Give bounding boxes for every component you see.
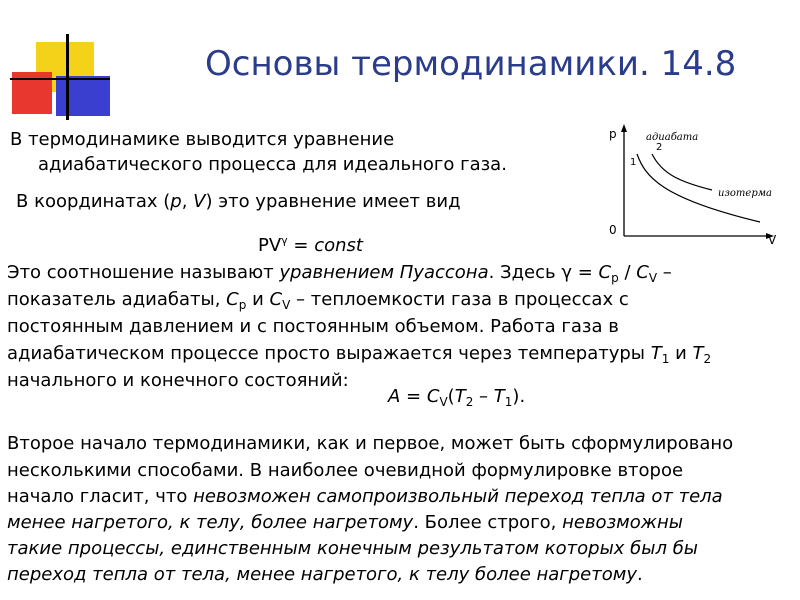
pv-diagram <box>600 118 790 246</box>
logo-blue-square <box>56 76 110 116</box>
poisson-line-3: постоянным давлением и с постоянным объемом. Работа газа в <box>7 316 619 337</box>
intro-line-2: адиабатического процесса для идеального газа. <box>38 154 507 175</box>
poisson-line-1: Это соотношение называют уравнением Пуассона. Здесь $\gamma = C_p / C_V$ – <box>7 262 672 285</box>
poisson-line-4: адиабатическом процессе просто выражается через температуры $T_1$ и $T_2$ <box>7 343 712 366</box>
poisson-line-2: показатель адиабаты, $C_p$ и $C_V$ – теплоемкости газа в процессах с <box>7 289 629 312</box>
y-axis-label: p <box>609 127 617 141</box>
origin-label: 0 <box>609 223 617 237</box>
second-law-line-4: менее нагретого, к телу, более нагретому. Более строго, невозможны <box>7 512 683 533</box>
second-law-line-6: переход тепла от тела, менее нагретого, к телу более нагретому. <box>7 564 643 585</box>
second-law-line-1: Второе начало термодинамики, как и первое, может быть сформулировано <box>7 433 734 454</box>
coords-line: В координатах (p, V) это уравнение имеет вид <box>16 191 461 212</box>
logo-horizontal-line <box>10 78 110 80</box>
poisson-line-5: начального и конечного состояний: <box>7 370 349 391</box>
page-title: Основы термодинамики. 14.8 <box>205 44 737 84</box>
y-axis-arrow-icon <box>621 124 627 132</box>
adiabat-equation: $PV^\gamma$ = const <box>258 234 363 256</box>
adiabat-label: адиабата <box>646 132 699 143</box>
second-law-line-2: несколькими способами. В наиболее очевидной формулировке второе <box>7 460 684 481</box>
curve-1-label: 1 <box>630 157 637 168</box>
intro-line-1: В термодинамике выводится уравнение <box>10 129 395 150</box>
work-formula: $A = C_V(T_2 - T_1)$. <box>388 386 526 409</box>
logo-vertical-line <box>66 34 69 120</box>
x-axis-label: V <box>768 233 777 246</box>
curve-2-label: 2 <box>656 142 663 153</box>
second-law-line-3: начало гласит, что невозможен самопроизвольный переход тепла от тела <box>7 486 723 507</box>
isotherm-label: изотерма <box>718 188 772 199</box>
second-law-line-5: такие процессы, единственным конечным результатом которых был бы <box>7 538 699 559</box>
